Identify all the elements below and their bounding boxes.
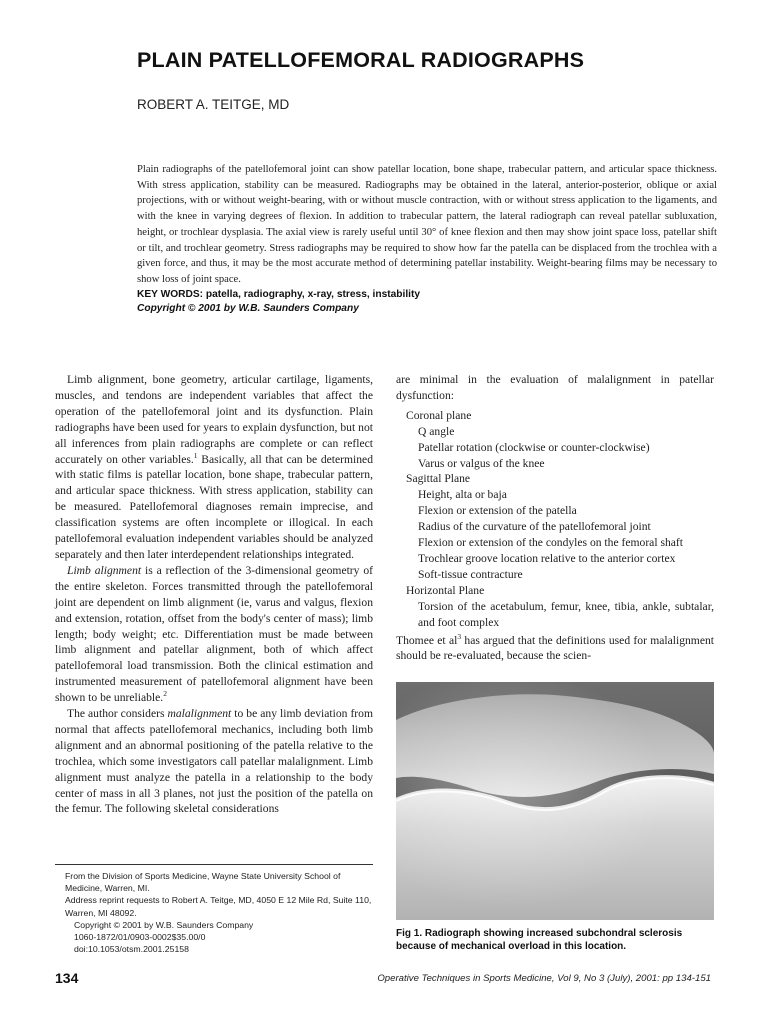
term-limb-alignment: Limb alignment: [67, 563, 142, 577]
outline-item: Height, alta or baja: [418, 488, 507, 502]
outline-item: Q angle: [418, 424, 455, 438]
radiograph-figure: [396, 682, 714, 920]
paragraph-3-text-a: The author considers: [67, 707, 168, 721]
paragraph-1-text-b: Basically, all that can be determined with static films is patellar location, bone shape, trabecular pattern, and articular space thickness. With stress application, stability can be measured. Patellofemoral diagnoses remain imprecise, and classification systems are often incomplete or illogical. In each patellofemoral evaluation independent variables should be analyzed separately and then later interdependent relationships integrated.: [55, 452, 373, 561]
footnote-divider: [55, 864, 373, 865]
citation-3: 3: [457, 631, 462, 641]
citation-1: 1: [193, 450, 198, 460]
paragraph-thomee-text-b: has argued that the definitions used for malalignment should be re-evaluated, because the scien-: [396, 633, 714, 663]
outline-item: Trochlear groove location relative to the anterior cortex: [418, 551, 676, 565]
author-name: ROBERT A. TEITGE, MD: [137, 97, 290, 112]
outline-item: Flexion or extension of the patella: [418, 504, 577, 518]
outline-item: Torsion of the acetabulum, femur, knee, tibia, ankle, subtalar, and foot complex: [418, 599, 714, 629]
outline-item: Varus or valgus of the knee: [418, 456, 545, 470]
paragraph-2: [55, 563, 373, 706]
footnote-reprint: Address reprint requests to Robert A. Teitge, MD, 4050 E 12 Mile Rd, Suite 110, Warren, MI 48092.: [65, 895, 372, 918]
paragraph-1-text-a: Limb alignment, bone geometry, articular cartilage, ligaments, muscles, and tendons are independent variables that affect the operation of the patellofemoral joint and its dysfunction. Plain radiographs have been used for years to explain dysfunction, but not all inferences from plain radiographs are complete or can reflect accurately on other variables.: [55, 373, 373, 466]
outline-item: Radius of the curvature of the patellofemoral joint: [418, 520, 651, 534]
alignment-outline: [396, 408, 714, 631]
journal-citation: Operative Techniques in Sports Medicine, Vol 9, No 3 (July), 2001: pp 134-151: [377, 973, 711, 984]
outline-item: Soft-tissue contracture: [418, 567, 523, 581]
radiograph-image: [396, 682, 714, 920]
figure-caption: Fig 1. Radiograph showing increased subchondral sclerosis because of mechanical overload in this location.: [396, 928, 683, 952]
outline-intro: are minimal in the evaluation of malalignment in patellar dysfunction:: [396, 373, 714, 402]
right-column: [396, 372, 714, 664]
paragraph-3-text-b: to be any limb deviation from normal that affects patellofemoral mechanics, including both limb alignment and an abnormal positioning of the patella relative to the trochlea, which some investigators call patellar malalignment. Limb alignment must analyze the patella in a relationship to the body center of mass in all 3 planes, not just the position of the patella on the femur. The following skeletal considerations: [55, 707, 373, 816]
footnote-issn: 1060-1872/01/0903-0002$35.00/0: [74, 932, 206, 943]
term-malalignment: malalignment: [167, 707, 232, 721]
citation-2: 2: [163, 689, 167, 699]
article-title: PLAIN PATELLOFEMORAL RADIOGRAPHS: [137, 48, 585, 72]
paragraph-thomee-text-a: Thomee et al: [396, 633, 458, 647]
paragraph-2-text: is a reflection of the 3-dimensional geometry of the entire skeleton. Forces transmitted through the patellofemoral joint are dependent on limb alignment (ie, varus and valgus, flexion and extension, rotation, offset from the body's center of mass); limb length; body weight; etc. Differentiation must be made between limb alignment and patellar alignment, both of which affect patellofemoral load transmission. Both the clinical estimation and instrumented measurement of patellofemoral alignment have been shown to be unreliable.: [55, 563, 374, 705]
paragraph-thomee: [396, 633, 714, 665]
outline-item: Horizontal Plane: [406, 583, 485, 597]
footnote-copyright: Copyright © 2001 by W.B. Saunders Company: [74, 919, 254, 930]
page-number: 134: [55, 970, 79, 986]
paragraph-1: [55, 372, 373, 563]
abstract-copyright: Copyright © 2001 by W.B. Saunders Company: [137, 302, 359, 314]
keywords: KEY WORDS: patella, radiography, x-ray, stress, instability: [137, 288, 421, 300]
footnotes: [55, 870, 377, 955]
outline-item: Coronal plane: [406, 408, 472, 422]
abstract: [137, 162, 717, 316]
outline-item: Patellar rotation (clockwise or counter-clockwise): [418, 440, 650, 454]
outline-item: Flexion or extension of the condyles on the femoral shaft: [418, 536, 683, 550]
abstract-text: Plain radiographs of the patellofemoral joint can show patellar location, bone shape, trabecular pattern, and articular space thickness. With stress application, stability can be measured. Radiographs may be obtained in the lateral, anterior-posterior, oblique or axial projections, with or without weight-bearing, with or without muscle contraction, with or without stress application to the ligaments, and with the knee in varying degrees of flexion. In addition to trabecular pattern, the lateral radiograph can reveal patellar subluxation, height, or trochlear dysplasia. The axial view is rarely useful until 30° of knee flexion and then may show joint space loss, patellar shift or tilt, and trochlear geometry. Stress radiographs may be required to show how far the patella can be displaced from the trochlea with a given force, and thus, it may be the most accurate method of determining patellar instability. Weight-bearing films may be necessary to show loss of joint space.: [137, 164, 717, 285]
left-column: [55, 372, 373, 817]
paragraph-3: [55, 706, 373, 817]
footnote-affiliation: From the Division of Sports Medicine, Wayne State University School of Medicine, Warren, MI.: [65, 871, 341, 894]
outline-item: Sagittal Plane: [406, 472, 471, 486]
footnote-doi: doi:10.1053/otsm.2001.25158: [74, 944, 189, 955]
